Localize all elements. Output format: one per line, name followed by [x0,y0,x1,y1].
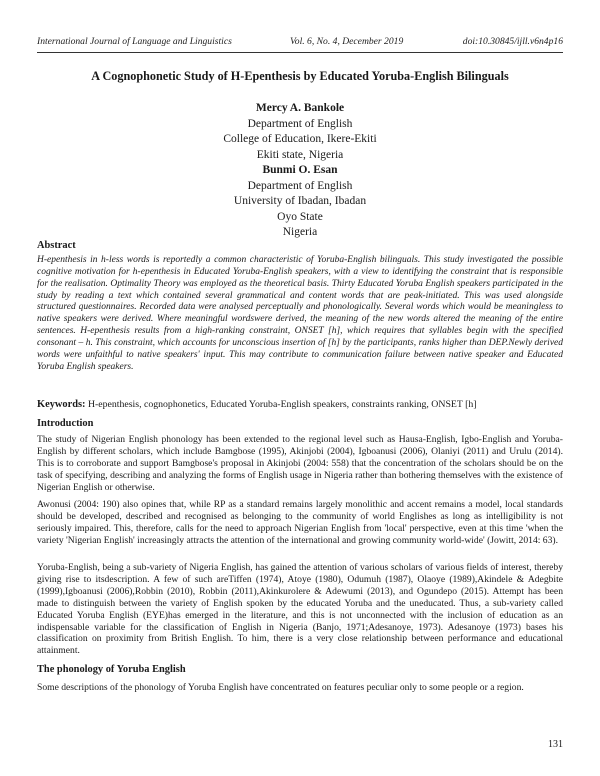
body-paragraph: Awonusi (2004: 190) also opines that, while RP as a standard remains largely monolithic and accent remains a model, local standards should be developed, described and recognised as belonging to the community of world Englishes as long as intelligibility is not seriously impaired. This, therefore, calls for the need to approach Nigerian English from 'local' perspective, even at this time 'when the variety 'Nigerian English' increasingly attracts the attention of the international and growing community world-wide' (Jowitt, 2014: 63). [37,499,563,546]
author-affiliation-line: University of Ibadan, Ibadan [233,195,367,208]
keywords [37,399,563,410]
page-number: 131 [548,739,563,750]
keywords-text: H-epenthesis, cognophonetics, Educated Yoruba-English speakers, constraints ranking, ONSET [h] [87,399,477,410]
doi: doi:10.30845/ijll.v6n4p16 [462,36,563,47]
author-affiliation-line: Ekiti state, Nigeria [256,148,344,161]
abstract-text: H-epenthesis in h-less words is reportedly a common characteristic of Yoruba-English bilinguals. This study investigated the possible cognitive motivation for h-epenthesis in Educated Yoruba-English speakers, with a view to identifying the constraint that is responsible for the realisation. Optimality Theory was employed as the theoretical basis. Thirty Educated Yoruba English speakers participated in the study by reading a text which contained several grammatical and content words that are peak-initiated. This was used alongside structured questionnaires. Recorded data were analysed perceptually and phonologically. Several words which would be meaningless to native speakers were derived. Where meaningful wordswere derived, the meaning of the new words altered the meaning of the entire sentences. H-epenthesis results from a high-ranking constraint, ONSET [h], which requires that syllables begin with the specified consonant – h. This constraint, which accounts for unconscious insertion of [h] by the participants, ranks higher than DEP.Newly derived words were unfaithful to native speakers' input. This may contribute to communication failure between native speaker and Educated Yoruba English speakers. [37,255,563,372]
journal-name: International Journal of Language and Linguistics [37,36,232,47]
author-block-2 [37,163,563,241]
paper-title: A Cognophonetic Study of H-Epenthesis by Educated Yoruba-English Bilinguals [91,69,509,83]
author-name: Mercy A. Bankole [255,102,345,114]
volume-issue: Vol. 6, No. 4, December 2019 [290,36,404,47]
author-block-1 [37,101,563,163]
body-paragraph: The study of Nigerian English phonology has been extended to the regional level such as Hausa-English, Igbo-English and Yoruba-English by different scholars, which include Bamgbose (1995), Akinjobi (2004), Igboanusi (2006), Olaniyi (2011) and Urulu (2014). This is to corroborate and support Bamgbose's proposal in Akinjobi (2004: 558) that the concentration of the scholars should be on the task of specifying, describing and analyzing the forms of English usage in Nigeria rather than bothering themselves with the existence of Nigerian English or otherwise. [37,434,563,493]
body-paragraph: Some descriptions of the phonology of Yoruba English have concentrated on features peculiar only to some people or a region. [37,682,524,693]
body-paragraph: Yoruba-English, being a sub-variety of Nigeria English, has gained the attention of various scholars of various fields of interest, thereby giving rise to itsdescription. A few of such areTiffen (1974), Atoye (1980), Odumuh (1987), Olaoye (1989),Akindele & Adegbite (1999),Igboanusi (2006),Robbin (2010), Robbin (2011),Akinkurolere & Adewumi (2013), and Ogundepo (2015). Attempt has been made to distinguish between the variety of English spoken by the educated Yoruba and the uneducated. Thus, a sub-variety called Educated Yoruba English (EYE)has emerged in the literature, and this is not unconnected with the inclusion of education as an indispensable variable for the classification of English in Nigeria (Banjo, 1971;Adesanoye, 1973). Adesanoye (1973) bases his classification on proximity from British English. To him, there is a very close relationship between performance and educational attainment. [37,562,563,657]
running-header [37,36,563,50]
header-divider [37,52,563,53]
author-affiliation-line: Department of English [247,117,353,130]
keywords-label: Keywords: [37,399,86,410]
author-affiliation-line: Department of English [247,179,353,192]
author-affiliation-line: Nigeria [282,226,318,239]
author-affiliation-line: Oyo State [277,210,323,223]
phonology-heading: The phonology of Yoruba English [37,664,186,675]
author-name: Bunmi O. Esan [262,164,338,176]
author-affiliation-line: College of Education, Ikere-Ekiti [223,133,377,146]
abstract-heading: Abstract [37,240,76,251]
introduction-heading: Introduction [37,418,94,429]
